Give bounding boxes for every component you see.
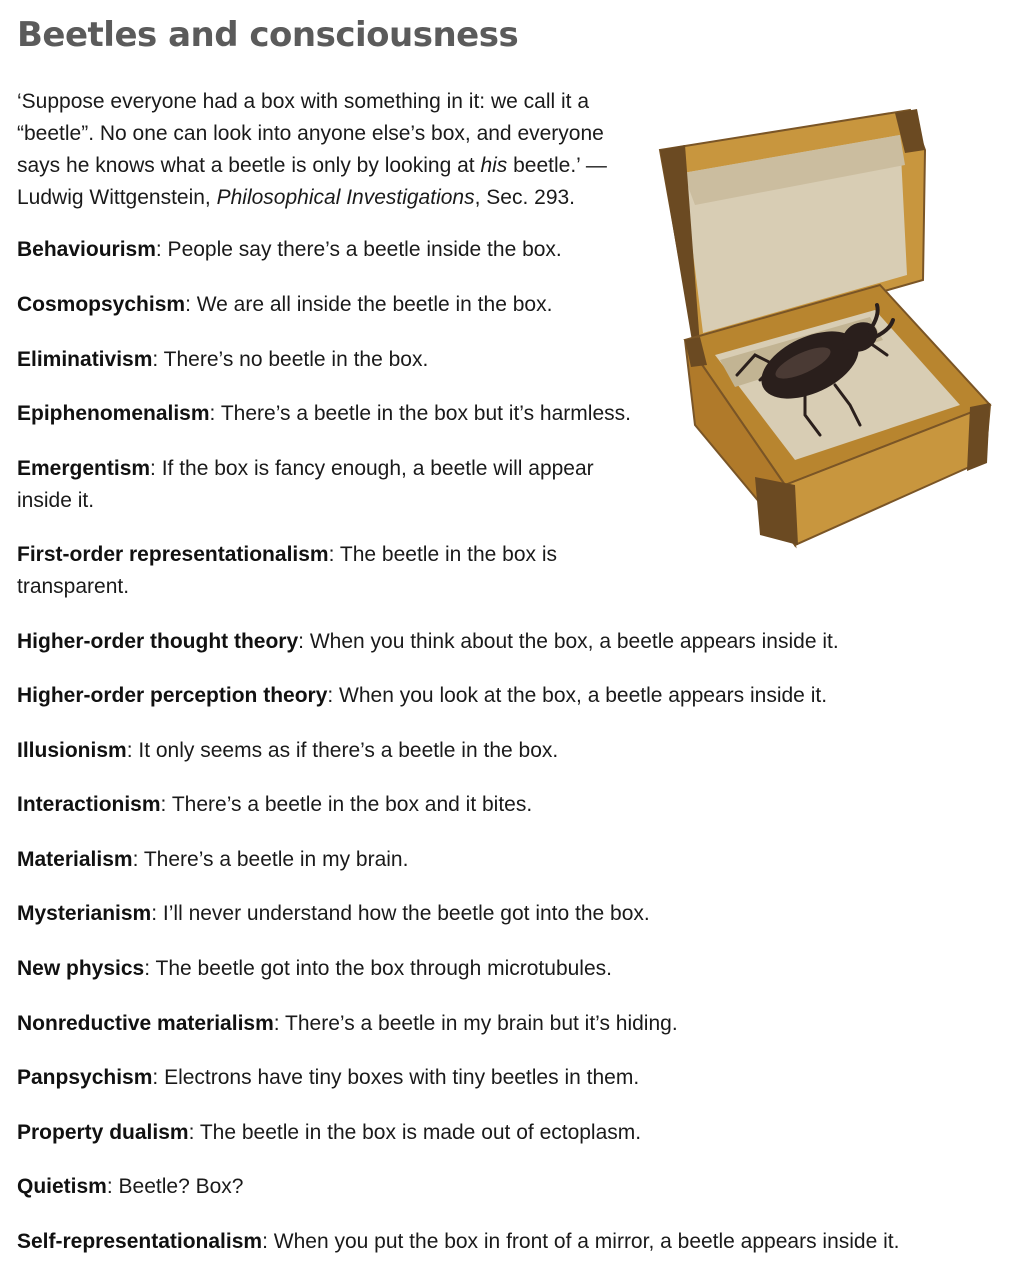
quote-text-after: beetle.’ — Ludwig Wittgenstein,: [17, 154, 607, 209]
entry-new-physics: [17, 953, 612, 985]
beetle-box-illustration: [655, 105, 995, 555]
entry-definition: : There’s a beetle in my brain.: [132, 848, 409, 871]
entry-definition: : When you think about the box, a beetle appears inside it.: [298, 630, 839, 653]
entry-term: Nonreductive materialism: [17, 1012, 274, 1035]
entry-definition: : There’s a beetle in the box but it’s harmless.: [209, 402, 631, 425]
entry-higher-order-perception-theory: [17, 680, 827, 712]
entry-emergentism: [17, 453, 617, 517]
entry-term: Eliminativism: [17, 348, 153, 371]
entry-definition: : There’s no beetle in the box.: [152, 348, 429, 371]
entry-definition: : When you put the box in front of a mirror, a beetle appears inside it.: [262, 1230, 900, 1253]
quote-emphasis: his: [480, 154, 508, 177]
entry-definition: : I’ll never understand how the beetle got into the box.: [151, 902, 650, 925]
entry-term: Self-representationalism: [17, 1230, 263, 1253]
entry-cosmopsychism: [17, 289, 552, 321]
entry-definition: : The beetle in the box is transparent.: [17, 543, 558, 598]
entry-definition: : People say there’s a beetle inside the box.: [155, 238, 562, 261]
entry-panpsychism: [17, 1062, 639, 1094]
entry-term: New physics: [17, 957, 145, 980]
entry-term: Behaviourism: [17, 238, 156, 261]
entry-term: First-order representationalism: [17, 543, 329, 566]
entry-term: Property dualism: [17, 1121, 189, 1144]
entry-definition: : If the box is fancy enough, a beetle will appear inside it.: [17, 457, 594, 512]
entry-term: Interactionism: [17, 793, 161, 816]
quote-source-title: Philosophical Investigations: [216, 186, 475, 209]
entry-term: Materialism: [17, 848, 133, 871]
entry-nonreductive-materialism: [17, 1008, 678, 1040]
quote-text: ‘Suppose everyone had a box with something in it: we call it a “beetle”. No one can look into anyone else’s box, and everyone says he knows what a beetle is only by looking at: [17, 90, 604, 177]
entry-term: Epiphenomenalism: [17, 402, 210, 425]
entry-term: Panpsychism: [17, 1066, 153, 1089]
entry-definition: : There’s a beetle in my brain but it’s hiding.: [273, 1012, 678, 1035]
entry-interactionism: [17, 789, 532, 821]
entry-behaviourism: [17, 234, 562, 266]
entry-mysterianism: [17, 898, 650, 930]
entry-epiphenomenalism: [17, 398, 631, 430]
entry-term: Higher-order perception theory: [17, 684, 328, 707]
page-title: Beetles and consciousness: [17, 15, 519, 55]
wittgenstein-quote: [17, 86, 617, 214]
entry-term: Cosmopsychism: [17, 293, 186, 316]
entry-term: Illusionism: [17, 739, 127, 762]
entry-definition: : There’s a beetle in the box and it bites.: [160, 793, 533, 816]
quote-source-after: , Sec. 293.: [474, 186, 576, 209]
entry-definition: : Beetle? Box?: [106, 1175, 244, 1198]
entry-materialism: [17, 844, 408, 876]
entry-property-dualism: [17, 1117, 641, 1149]
entry-quietism: [17, 1171, 243, 1203]
entry-definition: : We are all inside the beetle in the box.: [185, 293, 553, 316]
entry-term: Higher-order thought theory: [17, 630, 299, 653]
entry-term: Quietism: [17, 1175, 107, 1198]
entry-illusionism: [17, 735, 558, 767]
entry-definition: : It only seems as if there’s a beetle in the box.: [126, 739, 559, 762]
entry-self-representationalism: [17, 1226, 899, 1258]
entry-definition: : The beetle got into the box through microtubules.: [144, 957, 612, 980]
entry-definition: : When you look at the box, a beetle appears inside it.: [327, 684, 828, 707]
entry-term: Mysterianism: [17, 902, 152, 925]
entry-eliminativism: [17, 344, 428, 376]
entry-definition: : The beetle in the box is made out of ectoplasm.: [188, 1121, 642, 1144]
entry-first-order-representationalism: [17, 539, 577, 603]
entry-higher-order-thought-theory: [17, 626, 839, 658]
entry-definition: : Electrons have tiny boxes with tiny beetles in them.: [152, 1066, 640, 1089]
entry-term: Emergentism: [17, 457, 151, 480]
